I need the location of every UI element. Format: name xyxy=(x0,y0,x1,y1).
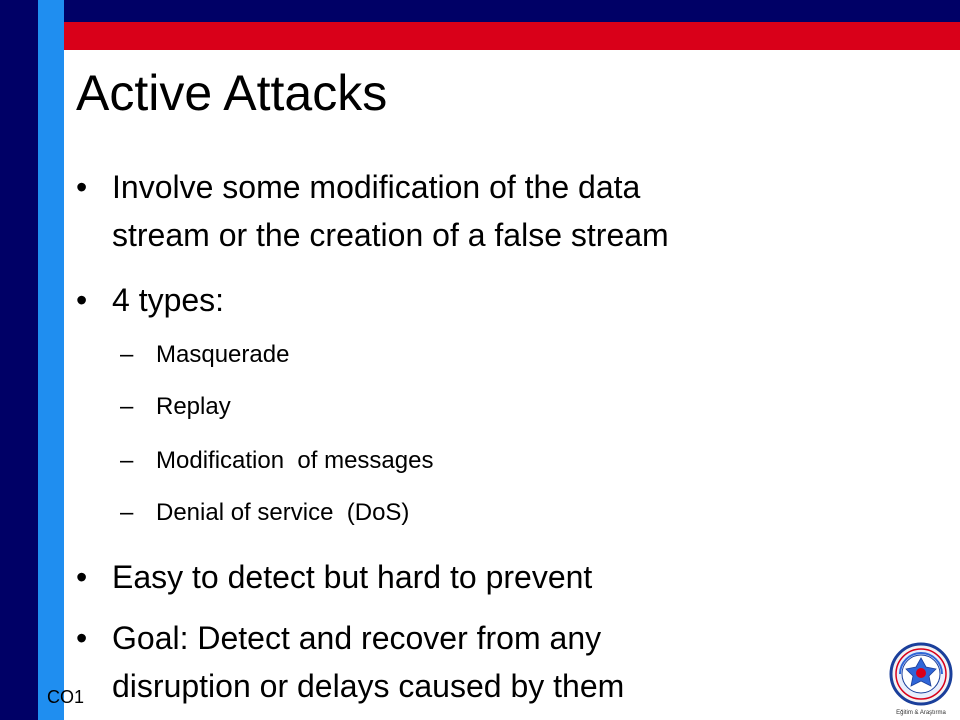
institution-seal-logo xyxy=(888,640,954,718)
bullet-mark: • xyxy=(76,169,88,205)
left-blue-band xyxy=(38,0,64,720)
sub-text: Replay xyxy=(156,393,231,420)
bullet-text-line: disruption or delays caused by them xyxy=(112,668,625,704)
sub-mark: – xyxy=(120,393,134,420)
sub-mark: – xyxy=(120,447,134,474)
bullet-text-line: Involve some modification of the data xyxy=(112,169,641,205)
slide-title: Active Attacks xyxy=(76,65,388,121)
bullet-text-line: Easy to detect but hard to prevent xyxy=(112,559,593,595)
sub-text: Denial of service (DoS) xyxy=(156,499,410,526)
sub-mark: – xyxy=(120,341,134,368)
top-navy-band xyxy=(0,0,960,22)
footer-code-label: CO1 xyxy=(47,687,85,707)
sub-text: Masquerade xyxy=(156,341,290,368)
sub-mark: – xyxy=(120,499,134,526)
seal-caption: Eğitim & Araştırma xyxy=(896,710,946,716)
bullet-mark: • xyxy=(76,559,88,595)
left-navy-band xyxy=(0,0,38,720)
sub-text: Modification of messages xyxy=(156,447,434,474)
bullet-text-line: 4 types: xyxy=(112,282,225,318)
bullet-mark: • xyxy=(76,620,88,656)
top-red-band xyxy=(0,22,960,50)
bullet-mark: • xyxy=(76,282,88,318)
bullet-text-line: Goal: Detect and recover from any xyxy=(112,620,602,656)
bullet-text-line: stream or the creation of a false stream xyxy=(112,217,669,253)
seal-icon xyxy=(888,640,954,718)
